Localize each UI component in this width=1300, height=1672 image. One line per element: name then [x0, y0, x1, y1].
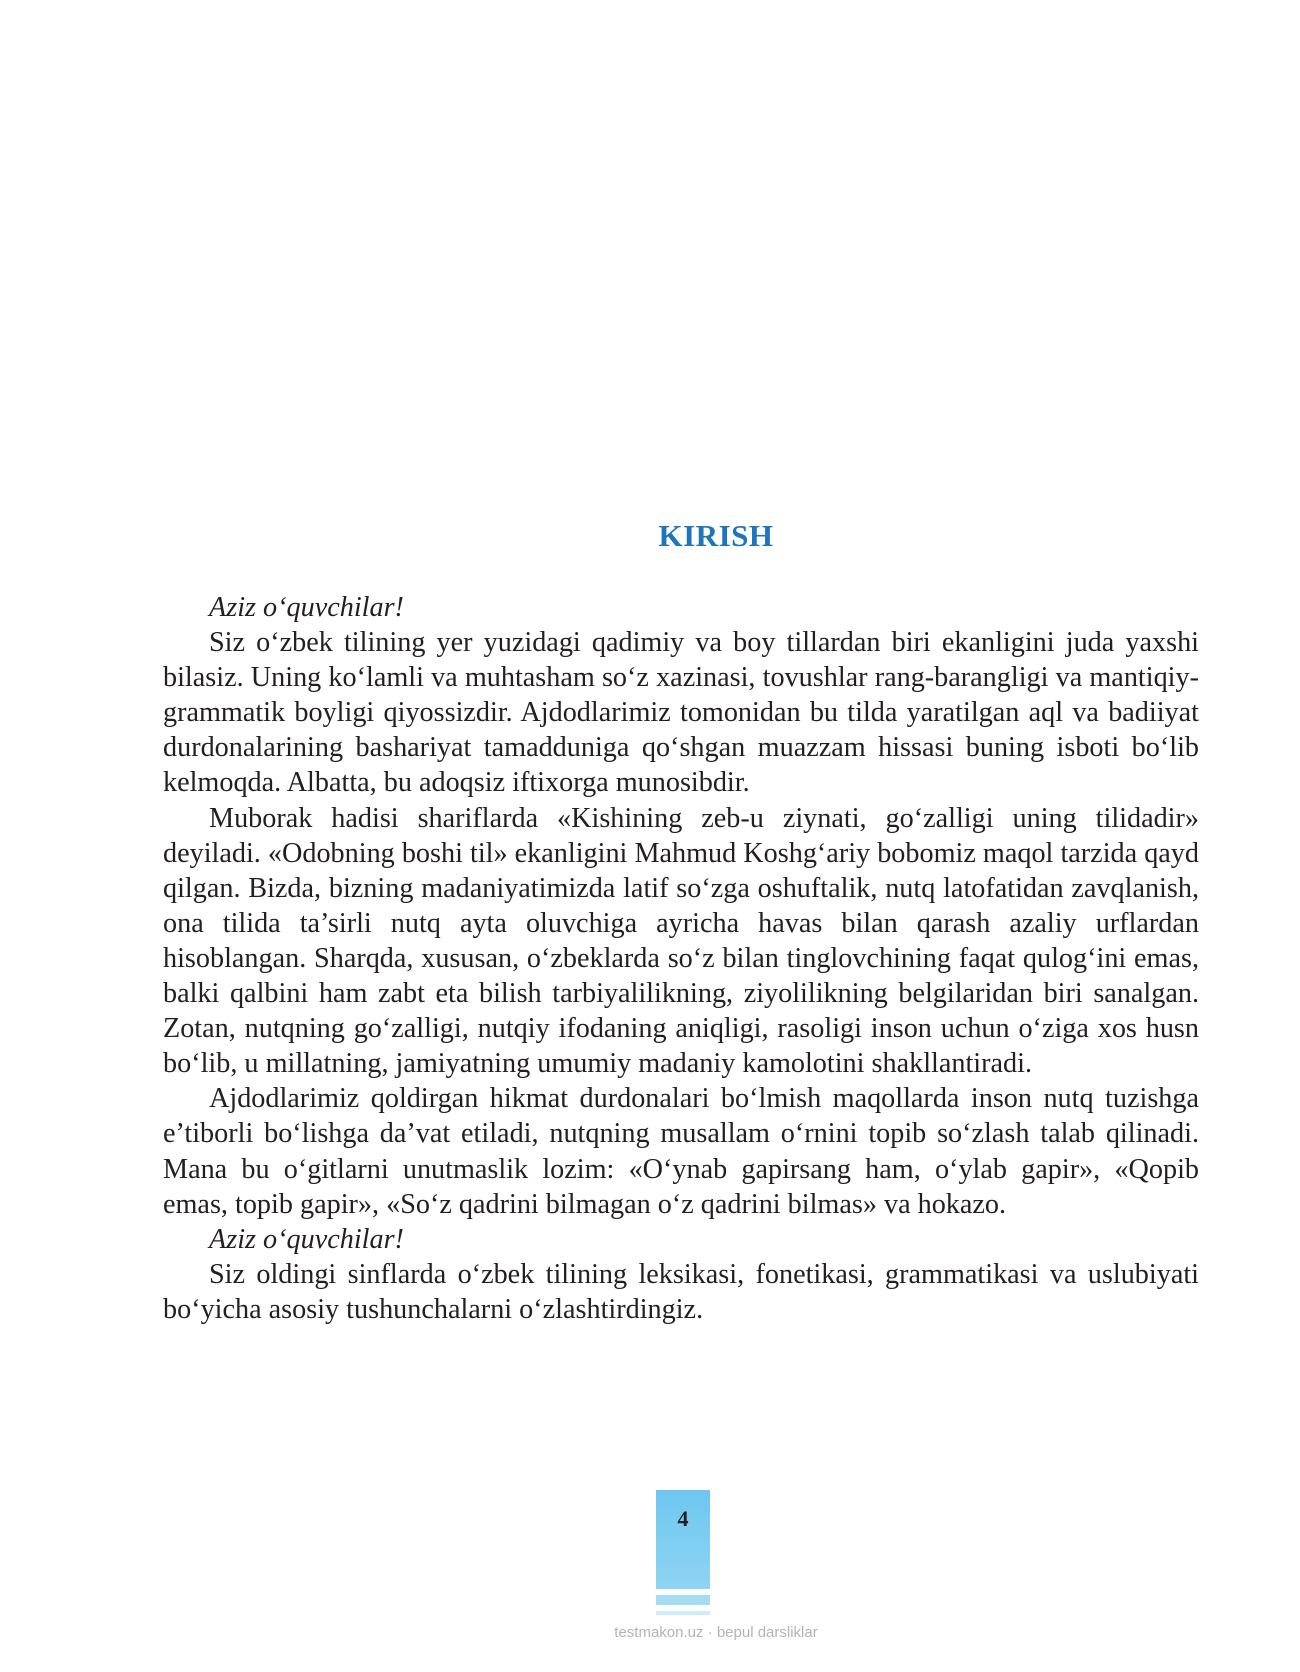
watermark: testmakon.uz · bepul darsliklar [614, 1624, 818, 1641]
decorative-stripe [656, 1611, 710, 1615]
paragraph: Siz oldingi sinflarda o‘zbek tilining leksikasi, fonetikasi, grammatikasi va uslubiyati bo‘yicha asosiy tushunchalarni o‘zlashtirdingiz. [163, 1258, 1199, 1325]
paragraph: Siz o‘zbek tilining yer yuzidagi qadimiy va boy tillardan biri ekanligini juda yaxshi bilasiz. Uning ko‘lamli va muhtasham so‘z xazinasi, tovushlar rang-barangligi va mantiqiy-grammatik boyligi qiyossizdir. Ajdodlarimiz tomonidan bu tilda yaratilgan aql va badiiyat durdonalarining bashariyat tamadduniga qo‘shgan muazzam hissasi buning isboti bo‘lib kelmoqda. Albatta, bu adoqsiz iftixorga munosibdir. [163, 627, 1199, 799]
body-text [163, 590, 1199, 1327]
decorative-stripe [656, 1595, 710, 1605]
salutation: Aziz o‘quvchilar! [209, 1223, 404, 1255]
paragraph: Ajdodlarimiz qoldirgan hikmat durdonalari bo‘lmish maqollarda inson nutq tuzishga e’tiborli bo‘lishga da’vat etiladi, nutqning musallam o‘rnini topib so‘zlash talab qilinadi. Mana bu o‘gitlarni unutmaslik lozim: «O‘ynab gapirsang ham, o‘ylab gapir», «Qopib emas, topib gapir», «So‘z qadrini bilmagan o‘z qadrini bilmas» va hokazo. [163, 1083, 1199, 1220]
page-number: 4 [677, 1506, 689, 1531]
page-title: KIRISH [658, 518, 774, 553]
paragraph: Muborak hadisi shariflarda «Kishining zeb-u ziynati, go‘zalligi uning tilidadir» deyiladi. «Odobning boshi til» ekanligini Mahmud Koshg‘ariy bobomiz maqol tarzida qayd qilgan. Bizda, bizning madaniyatimizda latif so‘zga oshuftalik, nutq latofatidan zavqlanish, ona tilida ta’sirli nutq ayta oluvchiga ayricha havas bilan qarash azaliy urflardan hisoblangan. Sharqda, xususan, o‘zbeklarda so‘z bilan tinglovchining faqat qulog‘ini emas, balki qalbini ham zabt eta bilish tarbiyalilikning, ziyolilikning belgilaridan biri sanalgan. Zotan, nutqning go‘zalligi, nutqiy ifodaning aniqligi, rasoligi inson uchun o‘ziga xos husn bo‘lib, u millatning, jamiyatning umumiy madaniy kamolotini shakllantiradi. [163, 802, 1199, 1080]
page-number-tab [656, 1490, 710, 1589]
salutation: Aziz o‘quvchilar! [209, 592, 404, 623]
